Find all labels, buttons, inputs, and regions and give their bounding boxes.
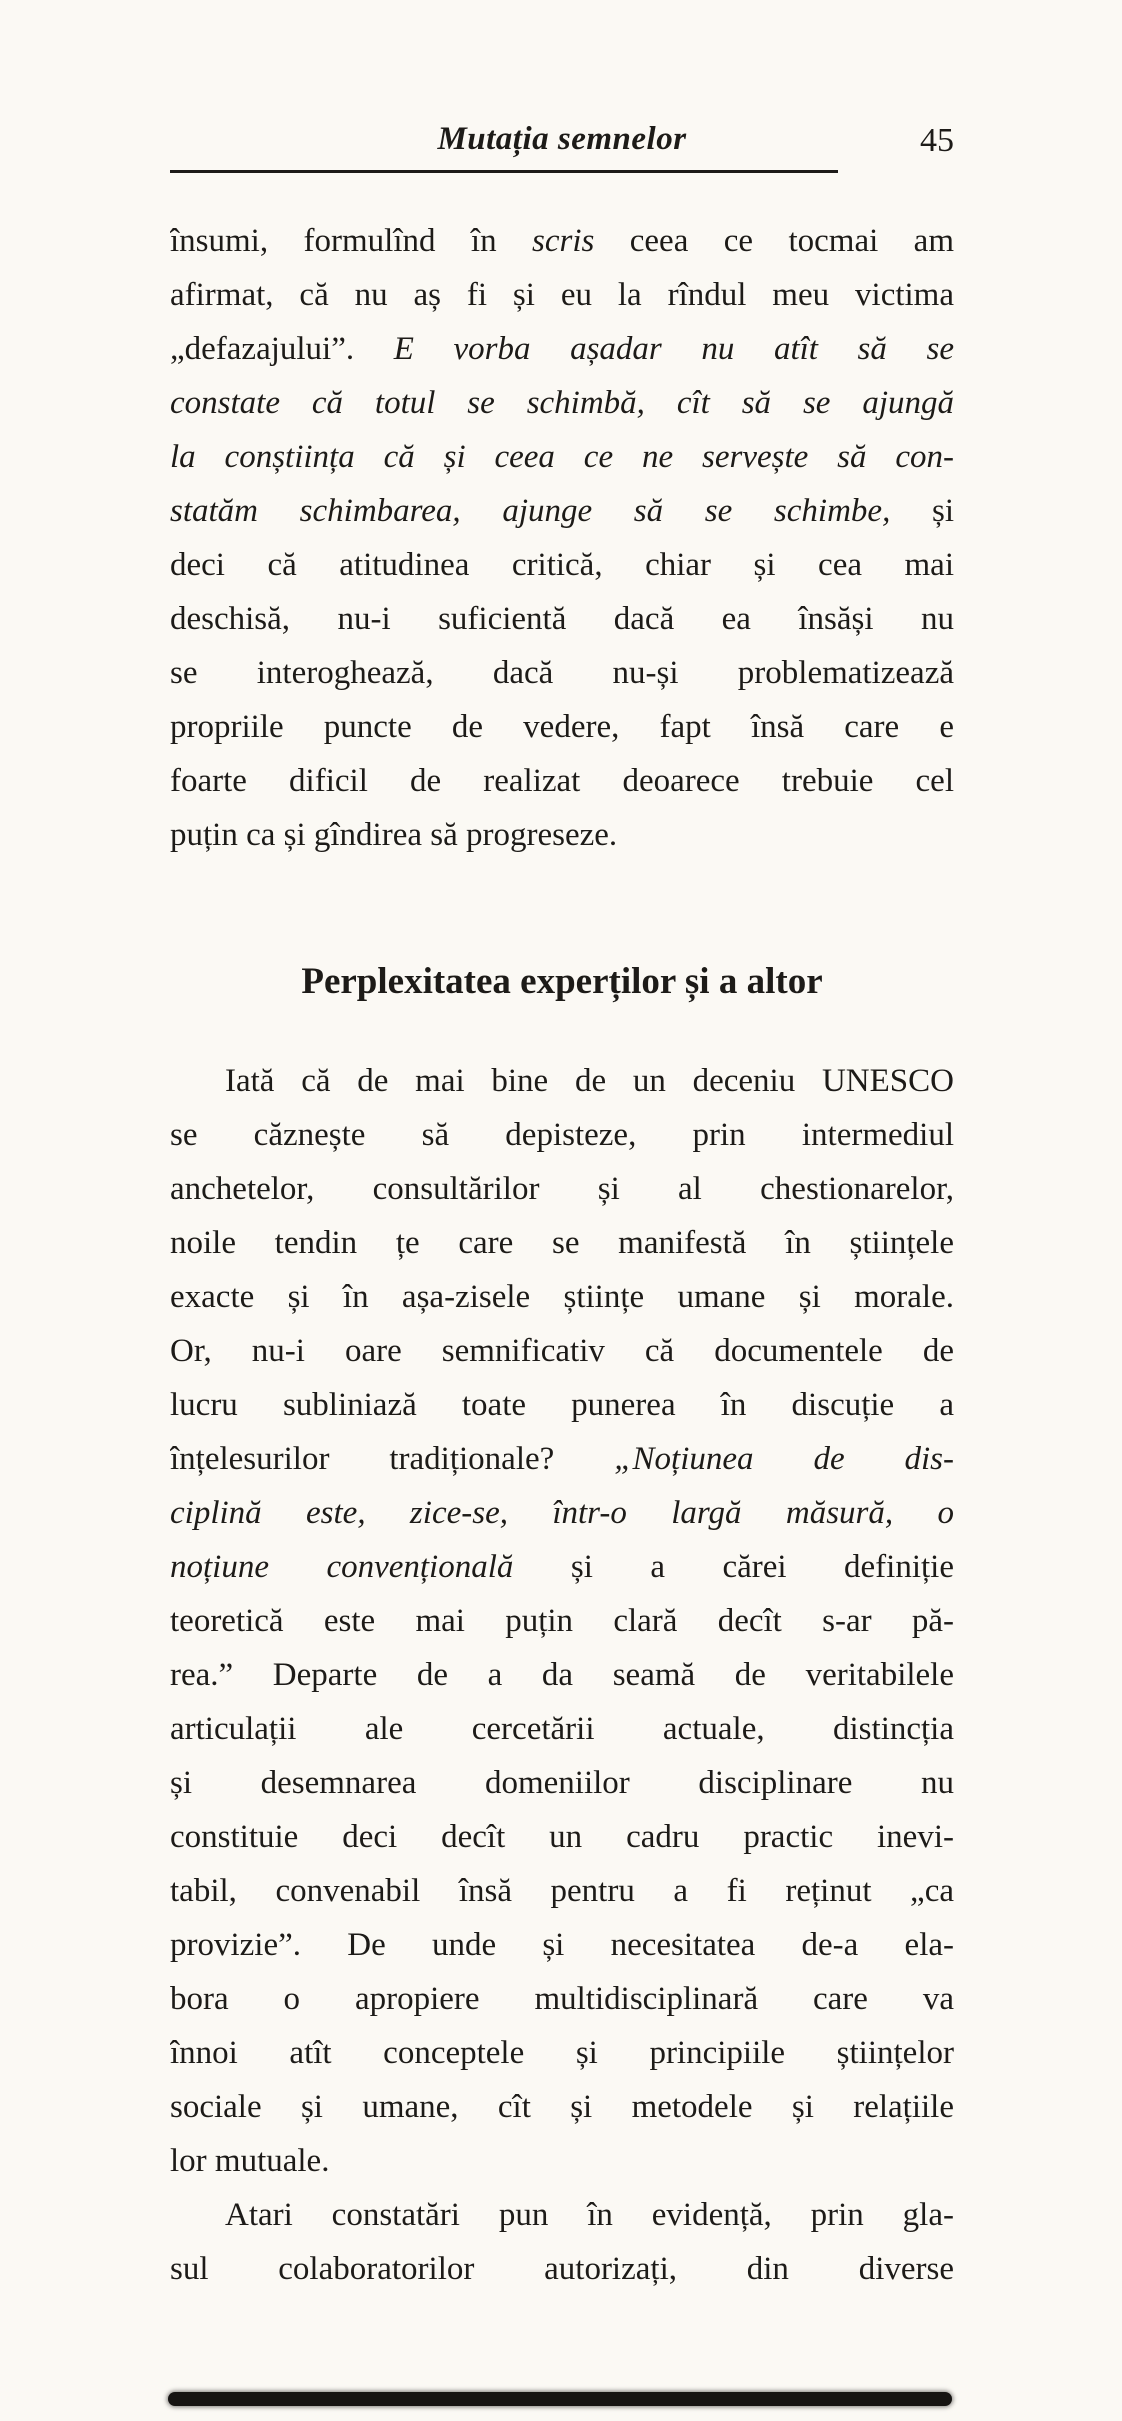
text-line: [170, 268, 954, 322]
text-line: [170, 1216, 954, 1270]
text-segment: ciplină este, zice-se, într-o largă măsură, o: [170, 1495, 954, 1531]
text-segment: deschisă, nu-i suficientă dacă ea însăși nu: [170, 601, 954, 637]
text-line: [170, 484, 954, 538]
text-line: [170, 430, 954, 484]
text-segment: înțelesurilor tradiționale?: [170, 1441, 615, 1477]
text-segment: propriile puncte de vedere, fapt însă care e: [170, 709, 954, 745]
text-line: [170, 808, 954, 862]
text-segment: E vorba așadar nu atît să se: [393, 331, 954, 367]
text-line: [170, 1756, 954, 1810]
text-segment: însumi, formulînd în: [170, 223, 532, 259]
text-segment: și a cărei definiție: [513, 1549, 954, 1585]
text-line: [170, 1270, 954, 1324]
text-line: [170, 1540, 954, 1594]
text-line: [170, 376, 954, 430]
text-segment: „defazajului”.: [170, 331, 394, 367]
header-rule: [170, 170, 838, 173]
text-segment: noțiune convențională: [170, 1549, 514, 1585]
text-line: [170, 322, 954, 376]
text-line: [170, 2242, 954, 2296]
text-line: [170, 1324, 954, 1378]
text-segment: deci că atitudinea critică, chiar și cea mai: [170, 547, 954, 583]
text-line: [170, 1432, 954, 1486]
text-line: [170, 2134, 954, 2188]
text-segment: la conștiința că și ceea ce ne servește să con-: [170, 439, 954, 475]
text-segment: rea.” Departe de a da seamă de veritabilele: [170, 1657, 954, 1693]
text-line: [170, 538, 954, 592]
text-line: [170, 1594, 954, 1648]
text-line: [170, 700, 954, 754]
text-line: [170, 2080, 954, 2134]
text-segment: noile tendin țe care se manifestă în științele: [170, 1225, 954, 1261]
text-line: [170, 1810, 954, 1864]
text-line: [170, 1864, 954, 1918]
body-text: [170, 214, 954, 2296]
text-line: [170, 1972, 954, 2026]
text-segment: foarte dificil de realizat deoarece trebuie cel: [170, 763, 954, 799]
text-line: [170, 214, 954, 268]
text-segment: afirmat, că nu aș fi și eu la rîndul meu victima: [170, 277, 954, 313]
text-segment: constituie deci decît un cadru practic inevi-: [170, 1819, 954, 1855]
text-segment: sul colaboratorilor autorizați, din diverse: [170, 2251, 954, 2287]
paragraph: [170, 214, 954, 862]
text-line: [170, 1702, 954, 1756]
text-segment: lor mutuale.: [170, 2143, 330, 2179]
text-segment: lucru subliniază toate punerea în discuție a: [170, 1387, 954, 1423]
text-line: [170, 2188, 954, 2242]
text-segment: Or, nu-i oare semnificativ că documentele de: [170, 1333, 954, 1369]
text-line: [170, 1486, 954, 1540]
paragraph: [170, 1054, 954, 2188]
text-segment: tabil, convenabil însă pentru a fi reținut „ca: [170, 1873, 954, 1909]
text-segment: scris: [532, 223, 595, 259]
text-line: [170, 1054, 954, 1108]
page-number: 45: [920, 122, 954, 159]
text-segment: teoretică este mai puțin clară decît s-ar pă-: [170, 1603, 954, 1639]
text-segment: statăm schimbarea, ajunge să se schimbe,: [170, 493, 891, 529]
text-line: [170, 592, 954, 646]
text-segment: „Noțiunea de dis-: [614, 1441, 954, 1477]
text-segment: se interoghează, dacă nu-și problematizează: [170, 655, 954, 691]
text-segment: înnoi atît conceptele și principiile științelor: [170, 2035, 954, 2071]
text-segment: și: [890, 493, 954, 529]
text-line: [170, 1918, 954, 1972]
text-segment: și desemnarea domeniilor disciplinare nu: [170, 1765, 954, 1801]
section-heading: Perplexitatea experților și a altor: [301, 961, 823, 1002]
text-segment: Atari constatări pun în evidență, prin gla-: [225, 2197, 954, 2233]
text-segment: provizie”. De unde și necesitatea de-a ela-: [170, 1927, 954, 1963]
text-segment: se căznește să depisteze, prin intermediul: [170, 1117, 954, 1153]
text-line: [170, 754, 954, 808]
text-line: [170, 1648, 954, 1702]
text-segment: puțin ca și gîndirea să progreseze.: [170, 817, 618, 853]
paragraph: [170, 2188, 954, 2296]
text-line: [170, 1108, 954, 1162]
running-header-title: Mutația semnelor: [437, 121, 687, 157]
text-segment: sociale și umane, cît și metodele și relațiile: [170, 2089, 954, 2125]
text-segment: constate că totul se schimbă, cît să se ajungă: [170, 385, 954, 421]
text-segment: ceea ce tocmai am: [594, 223, 954, 259]
text-line: [170, 1162, 954, 1216]
text-line: [170, 646, 954, 700]
text-segment: exacte și în așa-zisele științe umane și morale.: [170, 1279, 954, 1315]
text-segment: bora o apropiere multidisciplinară care va: [170, 1981, 954, 2017]
text-line: [170, 2026, 954, 2080]
page-bottom-scan-shadow: [168, 2392, 952, 2406]
text-segment: anchetelor, consultărilor și al chestionarelor,: [170, 1171, 954, 1207]
text-line: [170, 1378, 954, 1432]
text-segment: Iată că de mai bine de un deceniu UNESCO: [225, 1063, 954, 1099]
text-segment: articulații ale cercetării actuale, distincția: [170, 1711, 954, 1747]
